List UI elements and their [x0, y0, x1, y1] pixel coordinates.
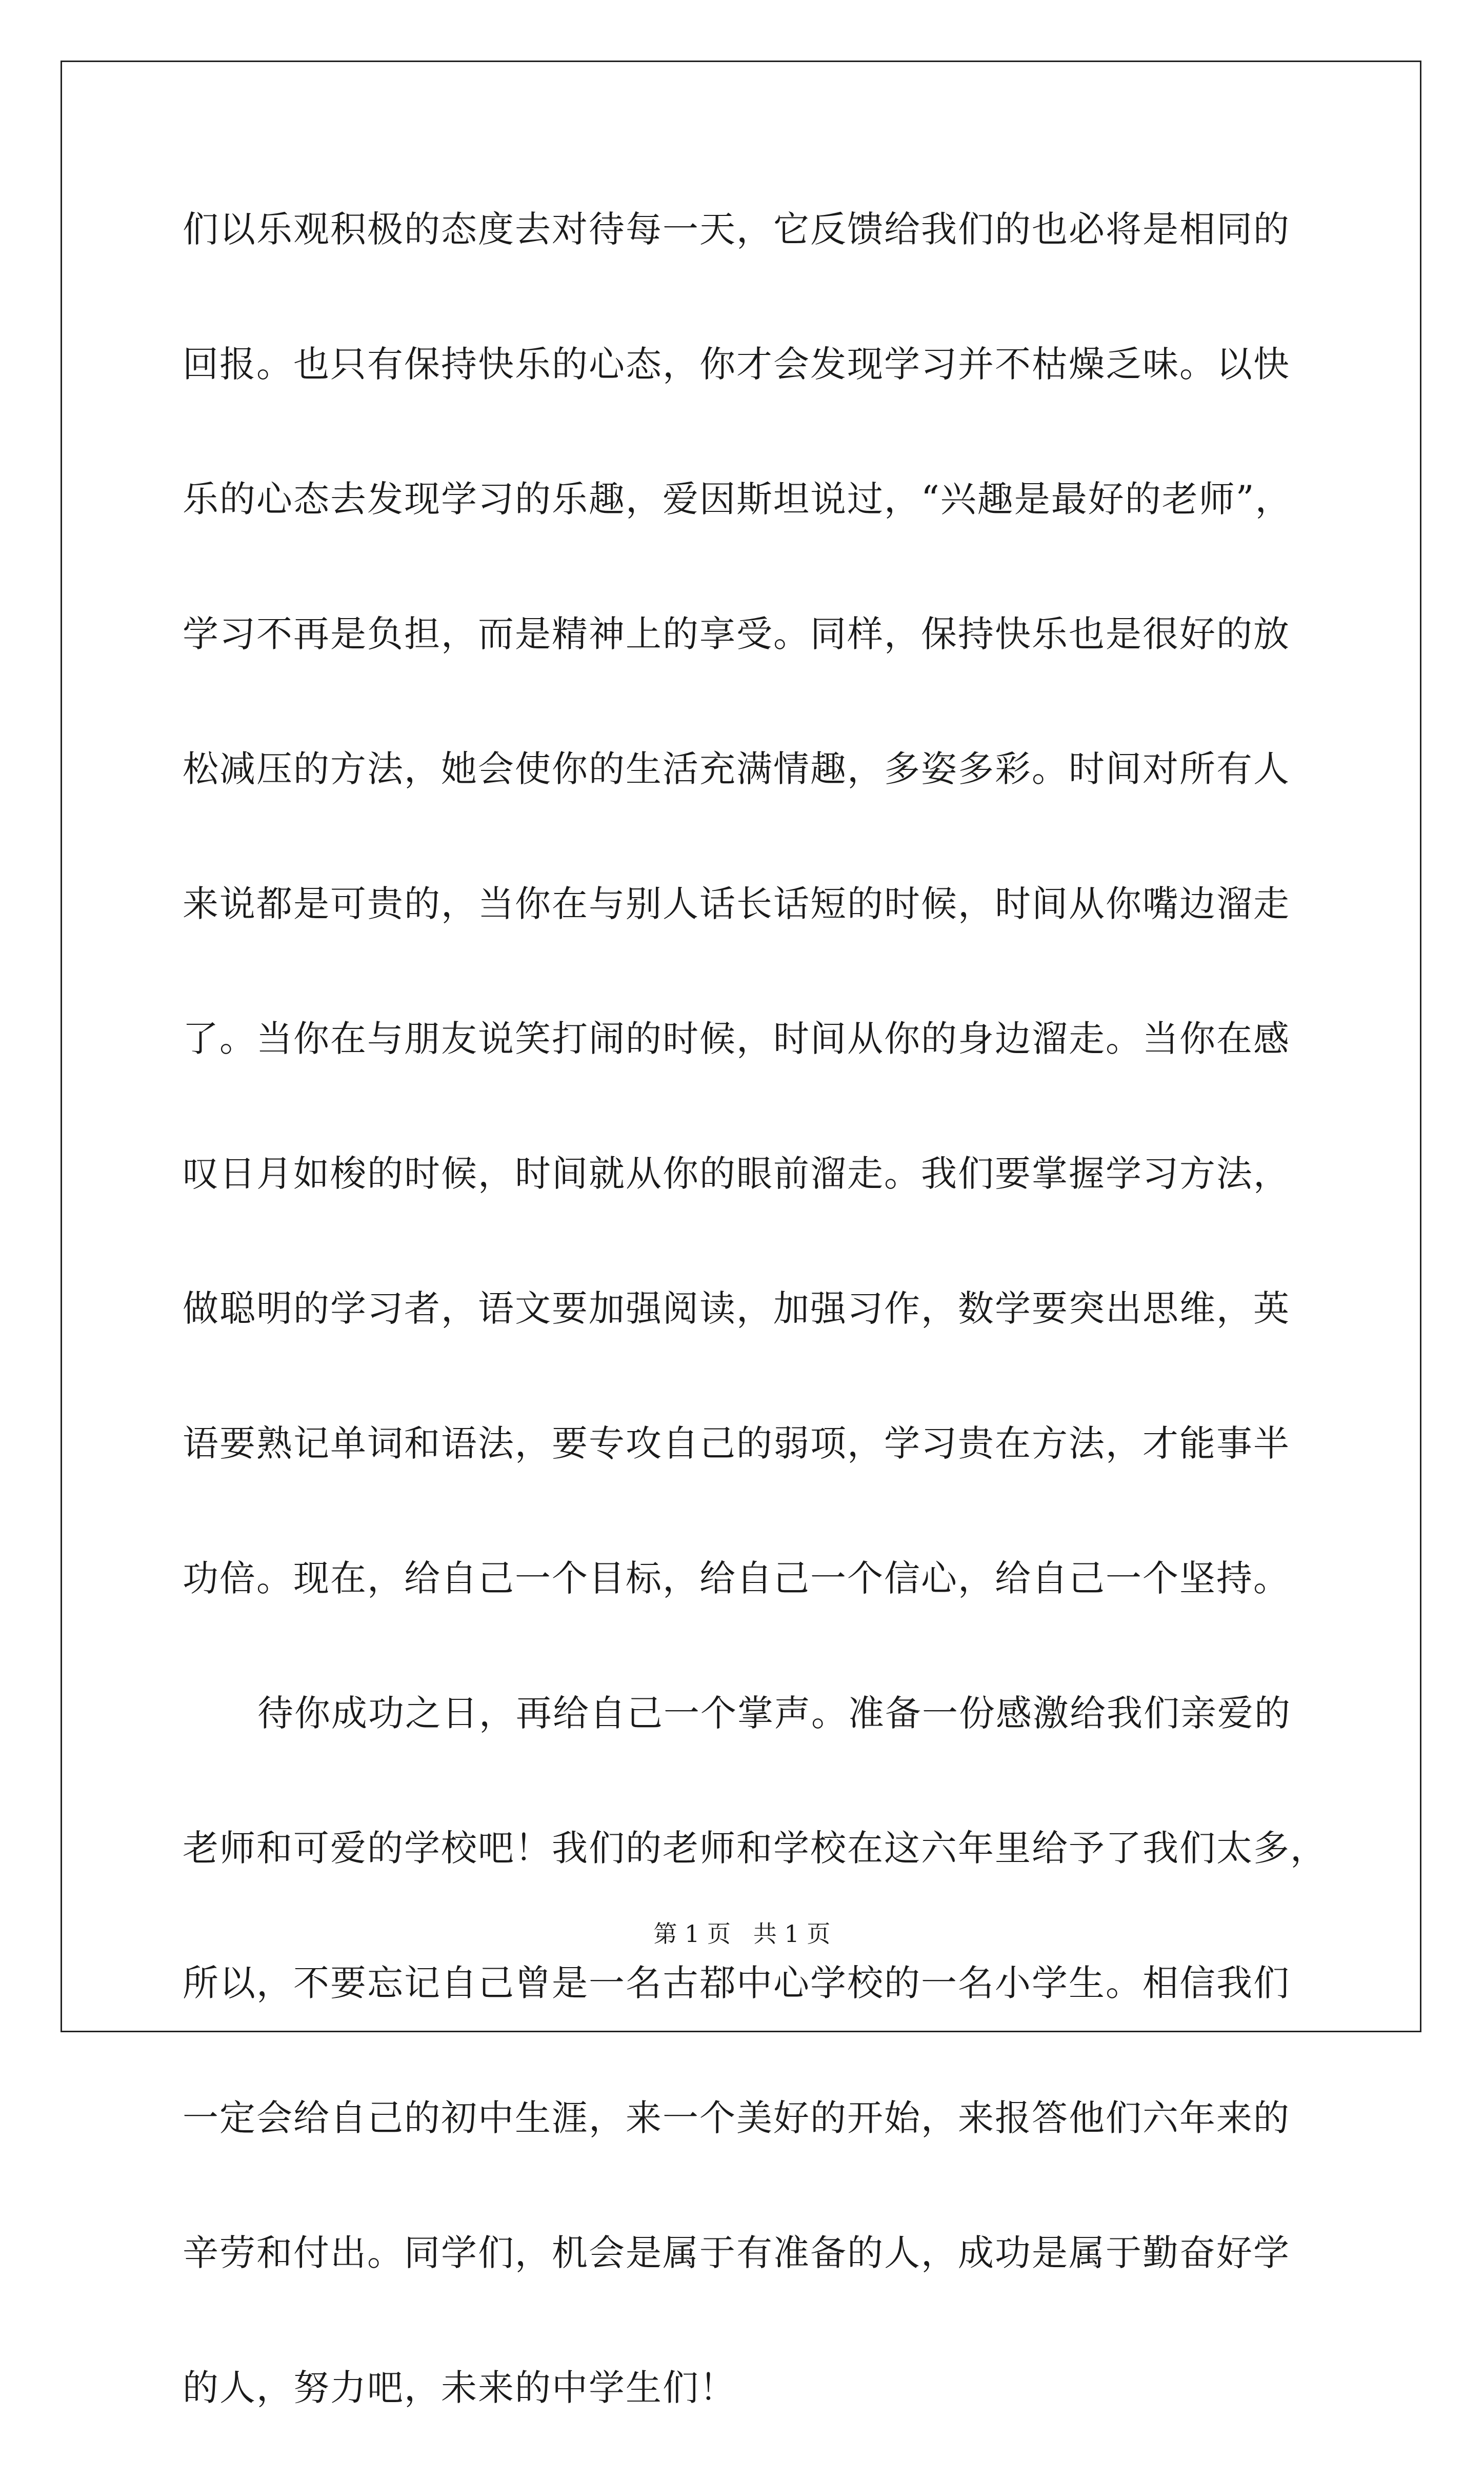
text-line: 松减压的方法，她会使你的生活充满情趣，多姿多彩。时间对所有人: [183, 748, 1290, 790]
text-line: 语要熟记单词和语法，要专攻自己的弱项，学习贵在方法，才能事半: [183, 1422, 1290, 1464]
text-line: 学习不再是负担，而是精神上的享受。同样，保持快乐也是很好的放: [183, 613, 1290, 655]
paragraph-2: [183, 1669, 1327, 2478]
text-line: 来说都是可贵的，当你在与别人话长话短的时候，时间从你嘴边溜走: [183, 883, 1290, 925]
text-line: 们以乐观积极的态度去对待每一天，它反馈给我们的也必将是相同的: [183, 208, 1290, 250]
text-line: 老师和可爱的学校吧！我们的老师和学校在这六年里给予了我们太多，: [183, 1827, 1327, 1869]
text-line: 乐的心态去发现学习的乐趣，爱因斯坦说过，“兴趣是最好的老师”，: [183, 478, 1292, 520]
text-line: 辛劳和付出。同学们，机会是属于有准备的人，成功是属于勤奋好学: [183, 2232, 1290, 2274]
document-body: [183, 185, 1327, 2478]
text-line: 待你成功之日，再给自己一个掌声。准备一份感激给我们亲爱的: [257, 1692, 1291, 1734]
page-number-footer: 第 1 页 共 1 页: [653, 1920, 831, 1948]
text-line: 叹日月如梭的时候，时间就从你的眼前溜走。我们要掌握学习方法，: [183, 1153, 1290, 1195]
text-line: 回报。也只有保持快乐的心态，你才会发现学习并不枯燥乏味。以快: [183, 343, 1290, 385]
text-line: 的人，努力吧，未来的中学生们！: [183, 2367, 736, 2409]
text-line: 一定会给自己的初中生涯，来一个美好的开始，来报答他们六年来的: [183, 2097, 1290, 2139]
text-line: 功倍。现在，给自己一个目标，给自己一个信心，给自己一个坚持。: [183, 1557, 1290, 1599]
text-line: 所以，不要忘记自己曾是一名古鄀中心学校的一名小学生。相信我们: [183, 1962, 1290, 2004]
text-line: 了。当你在与朋友说笑打闹的时候，时间从你的身边溜走。当你在感: [183, 1018, 1290, 1060]
text-line: 做聪明的学习者，语文要加强阅读，加强习作，数学要突出思维，英: [183, 1287, 1290, 1330]
paragraph-1: [183, 185, 1306, 1669]
